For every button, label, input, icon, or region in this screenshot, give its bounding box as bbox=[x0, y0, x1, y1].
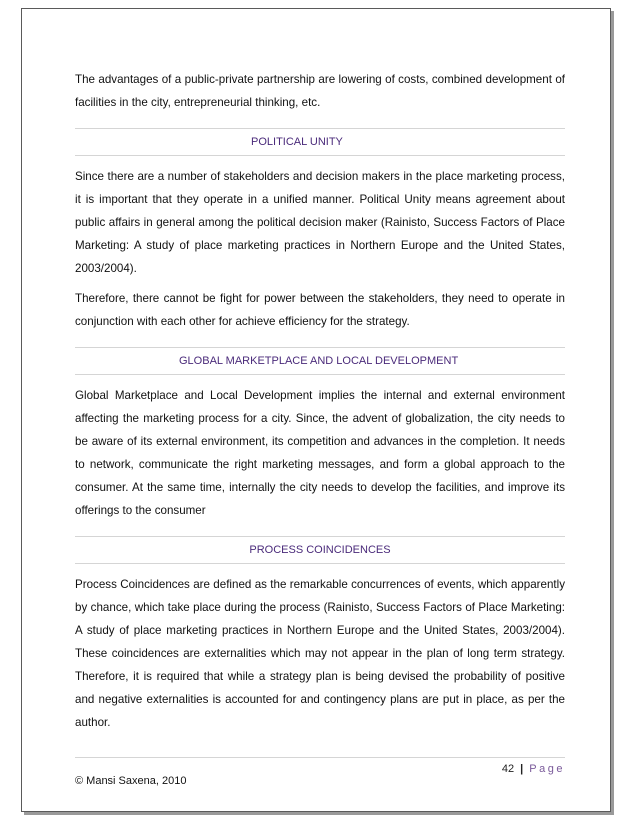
page-content bbox=[75, 68, 565, 741]
intro-paragraph: The advantages of a public-private partnership are lowering of costs, combined development of facilities in the city, entrepreneurial thinking, etc. bbox=[75, 73, 565, 109]
footer-divider bbox=[75, 757, 565, 758]
global-marketplace-paragraph: Global Marketplace and Local Development implies the internal and external environment affecting the marketing process for a city. Since, the advent of globalization, the city needs to be aware of its external environment, its competition and advances in the completion. It needs to network, communicate the right marketing messages, and form a global approach to the consumer. At the same time, internally the city needs to develop the facilities, and improve its offerings to the consumer bbox=[75, 389, 565, 517]
political-unity-paragraph-2: Therefore, there cannot be fight for power between the stakeholders, they need to operate in conjunction with each other for achieve efficiency for the strategy. bbox=[75, 292, 565, 328]
page-number-separator: | bbox=[520, 763, 524, 775]
section-heading-global-marketplace: GLOBAL MARKETPLACE AND LOCAL DEVELOPMENT bbox=[75, 347, 565, 375]
page-number-value: 42 bbox=[501, 763, 515, 775]
copyright-notice: © Mansi Saxena, 2010 bbox=[75, 775, 187, 787]
section-heading-political-unity: POLITICAL UNITY bbox=[75, 128, 565, 156]
page-number bbox=[502, 763, 565, 775]
page-label: Page bbox=[529, 763, 565, 775]
section-heading-process-coincidences: PROCESS COINCIDENCES bbox=[75, 536, 565, 564]
political-unity-paragraph: Since there are a number of stakeholders and decision makers in the place marketing process, it is important that they operate in a unified manner. Political Unity means agreement about public affairs in general among the political decision maker (Rainisto, Success Factors of Place Marketing: A study of place marketing practices in Northern Europe and the United States, 2003/2004). bbox=[75, 170, 565, 275]
process-coincidences-paragraph: Process Coincidences are defined as the remarkable concurrences of events, which apparently by chance, which take place during the process (Rainisto, Success Factors of Place Marketing: A study of place marketing practices in Northern Europe and the United States, 2003/2004). These coincidences are externalities which may not appear in the plan of long term strategy. Therefore, it is required that while a strategy plan is being devised the probability of positive and negative externalities is accounted for and contingency plans are put in place, as per the author. bbox=[75, 578, 565, 729]
